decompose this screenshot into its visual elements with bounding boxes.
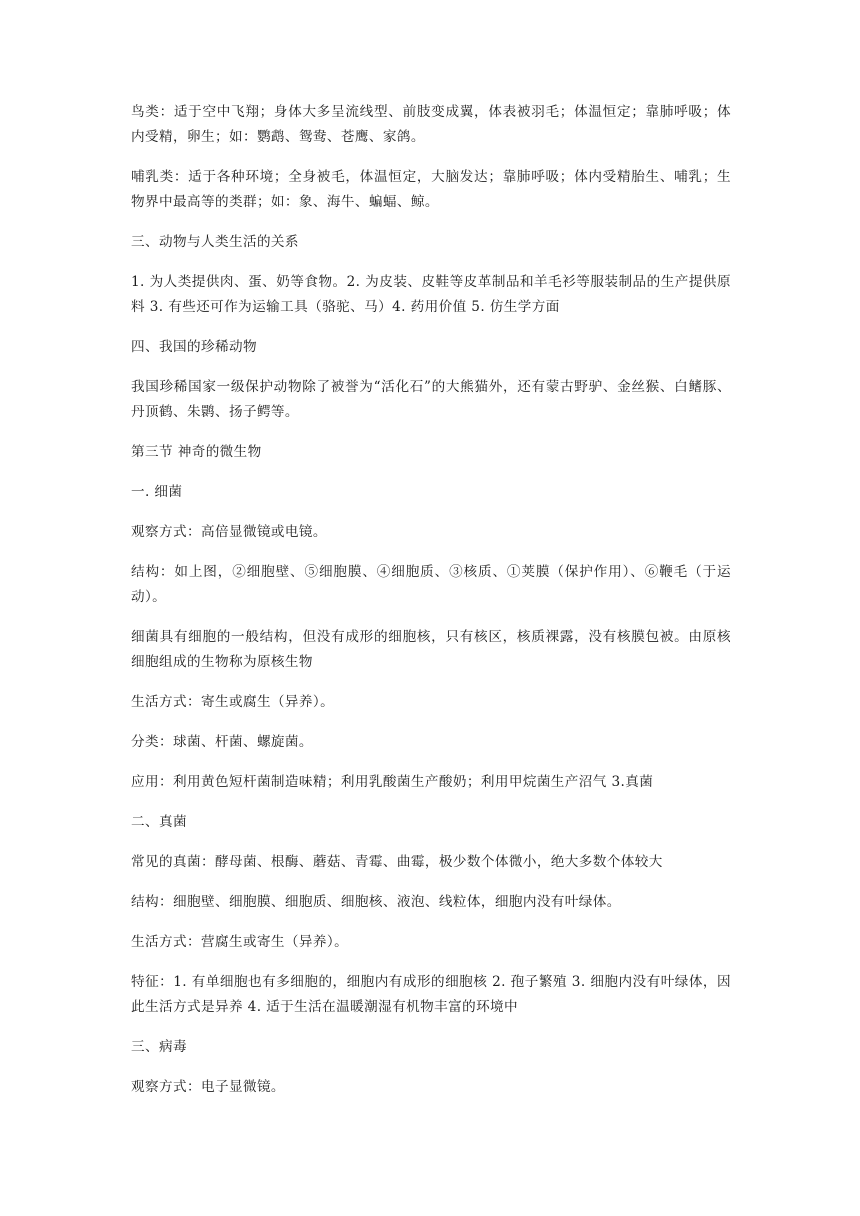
- subsection-heading-fungi: 二、真菌: [131, 814, 187, 830]
- paragraph-fungi-lifestyle: 生活方式：营腐生或寄生（异养）。: [131, 934, 349, 950]
- paragraph-bacteria-lifestyle: 生活方式：寄生或腐生（异养）。: [131, 694, 335, 710]
- subsection-heading-bacteria: 一. 细菌: [131, 484, 183, 500]
- paragraph-fungi-structure: 结构：细胞壁、细胞膜、细胞质、细胞核、液泡、线粒体，细胞内没有叶绿体。: [131, 894, 621, 910]
- paragraph-bacteria-observation: 观察方式：高倍显微镜或电镜。: [131, 524, 327, 540]
- paragraph-bacteria-prokaryote: 细菌具有细胞的一般结构，但没有成形的细胞核，只有核区，核质裸露，没有核膜包被。由原核细胞组成的生物称为原核生物: [131, 629, 731, 670]
- section-heading-rare-animals: 四、我国的珍稀动物: [131, 339, 257, 355]
- section-heading-animals-and-humans: 三、动物与人类生活的关系: [131, 234, 299, 250]
- paragraph-birds: 鸟类：适于空中飞翔；身体大多呈流线型、前肢变成翼，体表被羽毛；体温恒定；靠肺呼吸；体内受精，卵生；如：鹦鹉、鸳鸯、苍鹰、家鸽。: [131, 104, 731, 145]
- paragraph-virus-observation: 观察方式：电子显微镜。: [131, 1079, 285, 1095]
- paragraph-animal-uses: 1. 为人类提供肉、蛋、奶等食物。2. 为皮装、皮鞋等皮革制品和羊毛衫等服装制品的生产提供原料 3. 有些还可作为运输工具（骆驼、马）4. 药用价值 5. 仿生学方面: [131, 274, 731, 315]
- paragraph-bacteria-application: 应用：利用黄色短杆菌制造味精；利用乳酸菌生产酸奶；利用甲烷菌生产沼气 3.真菌: [131, 774, 654, 790]
- paragraph-fungi-features: 特征：1. 有单细胞也有多细胞的，细胞内有成形的细胞核 2. 孢子繁殖 3. 细胞内没有叶绿体，因此生活方式是异养 4. 适于生活在温暖潮湿有机物丰富的环境中: [131, 974, 731, 1015]
- paragraph-mammals: 哺乳类：适于各种环境；全身被毛，体温恒定，大脑发达；靠肺呼吸；体内受精胎生、哺乳；生物界中最高等的类群；如：象、海牛、蝙蝠、鲸。: [131, 169, 731, 210]
- subsection-heading-virus: 三、病毒: [131, 1039, 187, 1055]
- paragraph-fungi-common: 常见的真菌：酵母菌、根酶、蘑菇、青霉、曲霉，极少数个体微小，绝大多数个体较大: [131, 854, 663, 870]
- document-body: [131, 100, 731, 1115]
- section-heading-microorganisms: 第三节 神奇的微生物: [131, 444, 262, 460]
- paragraph-rare-animals: 我国珍稀国家一级保护动物除了被誉为“活化石”的大熊猫外，还有蒙古野驴、金丝猴、白鳍豚、丹顶鹤、朱鹮、扬子鳄等。: [131, 379, 731, 420]
- paragraph-bacteria-classification: 分类：球菌、杆菌、螺旋菌。: [131, 734, 313, 750]
- paragraph-bacteria-structure: 结构：如上图，②细胞壁、⑤细胞膜、④细胞质、③核质、①荚膜（保护作用）、⑥鞭毛（于运动）。: [131, 564, 731, 605]
